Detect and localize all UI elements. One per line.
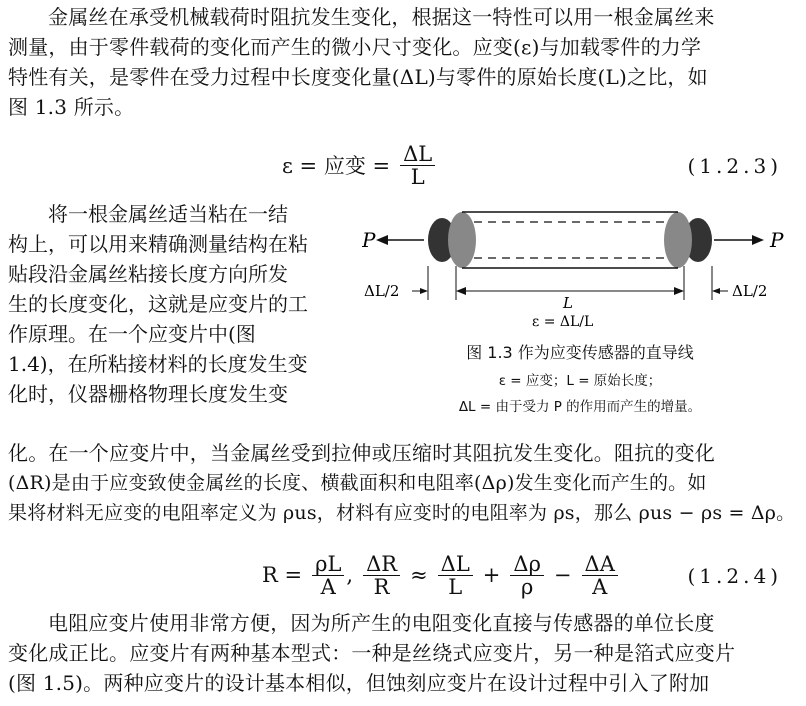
- equation-1-fraction: [400, 143, 435, 188]
- equation-1-denominator: L: [410, 164, 425, 189]
- equation-2-number: (1.2.4): [687, 564, 782, 588]
- paragraph-1: [8, 2, 798, 122]
- equation-2-fraction-5: [582, 553, 618, 598]
- paragraph-1-line-3: 特性有关，是零件在受力过程中长度变化量(ΔL)与零件的原始长度(L)之比，如: [8, 65, 708, 89]
- equation-2-fraction-4: [510, 553, 544, 598]
- length-arrowhead-right: [674, 287, 684, 295]
- paragraph-2-cont-line-3: 果将材料无应变的电阻率定义为 ρus，材料有应变时的电阻率为 ρs，那么 ρus − ρs = Δρ。: [8, 502, 796, 524]
- equation-2-frac-5-den: A: [592, 574, 608, 599]
- equation-2-minus: −: [553, 563, 572, 587]
- equation-2-frac-2-den: R: [373, 574, 390, 599]
- force-arrowhead-left: [376, 235, 388, 245]
- equation-1-lhs: ε = 应变 =: [282, 154, 391, 178]
- paragraph-2-line-1: 将一根金属丝适当粘在一结: [48, 202, 288, 226]
- figure-1-3: [362, 196, 798, 428]
- equation-2-approx: ≈: [410, 563, 428, 587]
- delta-arrowhead-left: [420, 288, 428, 294]
- equation-2-lhs: R =: [262, 563, 303, 587]
- equation-1-numerator: ΔL: [400, 143, 435, 166]
- paragraph-2-cont-line-1: 化。在一个应变片中，当金属丝受到拉伸或压缩时其阻抗发生变化。阻抗的变化: [8, 441, 715, 465]
- force-label-right: P: [770, 228, 784, 252]
- strain-label: ε = ΔL/L: [532, 314, 594, 330]
- equation-2-frac-3-den: L: [448, 574, 463, 599]
- paragraph-3-line-1: 电阻应变片使用非常方便，因为所产生的电阻变化直接与传感器的单位长度: [48, 611, 715, 635]
- equation-2-frac-4-den: ρ: [520, 574, 534, 599]
- wire-end-right: [664, 212, 692, 268]
- figure-caption-title: 图 1.3 作为应变传感器的直导线: [466, 343, 694, 362]
- equation-1-2-3: [0, 140, 806, 190]
- equation-2-separator: ,: [346, 563, 354, 587]
- wire-end-left: [448, 212, 476, 268]
- paragraph-2-cont-line-2: (ΔR)是由于应变致使金属丝的长度、横截面积和电阻率(Δρ)发生变化而产生的。如: [8, 472, 707, 494]
- equation-2-frac-1-num: ρL: [312, 553, 344, 576]
- paragraph-2-left-column: [8, 199, 348, 409]
- force-arrowhead-right: [752, 235, 764, 245]
- paragraph-2-line-3: 贴段沿金属丝粘接长度方向所发: [8, 262, 288, 286]
- delta-arrowhead-right: [712, 288, 720, 294]
- equation-2-frac-3-num: ΔL: [438, 553, 473, 576]
- force-label-left: P: [362, 228, 376, 252]
- paragraph-2-continued: [8, 438, 798, 528]
- equation-2-plus: +: [482, 563, 501, 587]
- paragraph-1-line-1: 金属丝在承受机械载荷时阻抗发生变化，根据这一特性可以用一根金属丝来: [48, 5, 715, 29]
- paragraph-2-line-7: 化时，仪器栅格物理长度发生变: [8, 382, 288, 406]
- equation-2-frac-1-den: A: [320, 574, 336, 599]
- delta-label-right: ΔL/2: [732, 282, 768, 300]
- paragraph-3-line-2: 变化成正比。应变片有两种基本型式：一种是丝绕式应变片，另一种是箔式应变片: [8, 641, 736, 665]
- paragraph-2-line-5: 作原理。在一个应变片中(图: [8, 322, 256, 346]
- paragraph-2-line-2: 构上，可以用来精确测量结构在粘: [8, 232, 308, 256]
- delta-label-left: ΔL/2: [364, 282, 400, 300]
- equation-2-fraction-3: [438, 553, 473, 598]
- equation-2-frac-2-num: ΔR: [363, 553, 400, 576]
- equation-2-frac-5-num: ΔA: [582, 553, 618, 576]
- figure-caption-line-2: ΔL = 由于受力 P 的作用而产生的增量。: [458, 399, 702, 415]
- paragraph-1-line-2: 测量，由于零件载荷的变化而产生的微小尺寸变化。应变(ε)与加载零件的力学: [8, 35, 702, 59]
- paragraph-2-line-4: 生的长度变化，这就是应变片的工: [8, 292, 308, 316]
- paragraph-3-line-3: (图 1.5)。两种应变片的设计基本相似，但蚀刻应变片在设计过程中引入了附加: [8, 671, 710, 695]
- equation-1-2-4: [0, 550, 806, 600]
- equation-2-fraction-1: [312, 553, 344, 598]
- figure-caption-line-1: ε = 应变；L = 原始长度；: [498, 373, 662, 389]
- equation-1-number: (1.2.3): [687, 154, 782, 178]
- equation-2-fraction-2: [363, 553, 400, 598]
- paragraph-3: [8, 608, 798, 698]
- length-label: L: [563, 294, 573, 312]
- paragraph-2-line-6: 1.4)，在所粘接材料的长度发生变: [8, 352, 308, 376]
- equation-2-frac-4-num: Δρ: [510, 553, 544, 576]
- length-arrowhead-left: [456, 287, 466, 295]
- paragraph-1-line-4: 图 1.3 所示。: [8, 95, 135, 119]
